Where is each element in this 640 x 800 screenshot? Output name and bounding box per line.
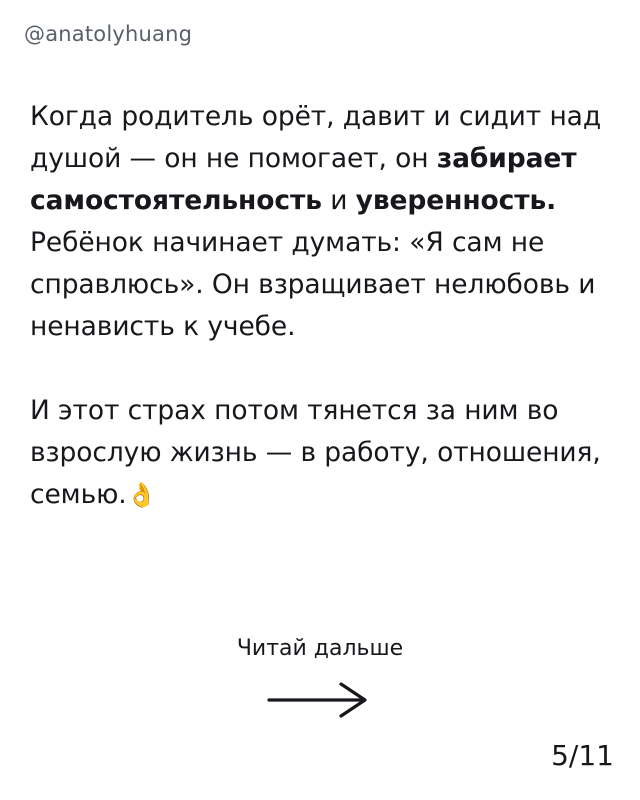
cta-label: Читай дальше	[236, 636, 404, 661]
text-run: Ребёнок начинает думать: «Я сам не справлюсь». Он взращивает нелюбовь и ненависть к учебе.	[30, 227, 596, 342]
right-arrow-icon	[265, 678, 375, 722]
text-run: И этот страх потом тянется за ним во взрослую жизнь — в работу, отношения, семью.	[30, 395, 601, 510]
text-run: Когда родитель орёт, давит и сидит над душой — он не помогает, он	[30, 101, 602, 174]
author-handle[interactable]: @anatolyhuang	[24, 22, 193, 46]
paragraph-1	[30, 96, 610, 348]
ok-hand-emoji: 👌	[126, 481, 157, 509]
text-run-bold: забирает самостоятельность	[30, 143, 577, 216]
next-slide-arrow[interactable]	[0, 678, 640, 722]
post-body	[30, 96, 610, 516]
page-counter: 5/11	[551, 739, 614, 772]
text-run-bold: уверенность.	[355, 185, 557, 216]
text-run: и	[321, 185, 356, 216]
paragraph-2	[30, 390, 610, 516]
